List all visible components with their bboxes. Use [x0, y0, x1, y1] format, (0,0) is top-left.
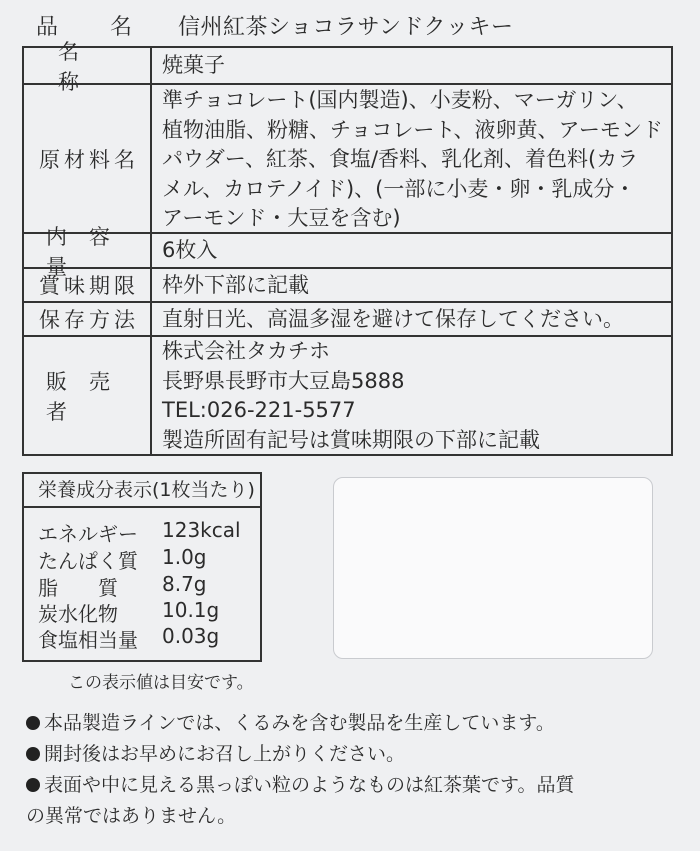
- label-genzairyo: 原材料名: [24, 85, 152, 232]
- bullet-icon: [26, 747, 40, 761]
- product-name-value: 信州紅茶ショコラサンドクッキー: [178, 15, 514, 40]
- notice-item-continued: の異常ではありません。: [26, 805, 237, 827]
- seller-address: 長野県長野市大豆島5888: [162, 368, 405, 393]
- value-naiyoryo: 6枚入: [162, 238, 218, 262]
- ingredient-line: アーモンド・大豆を含む): [162, 206, 401, 230]
- nutrition-note: この表示値は目安です。: [68, 673, 254, 693]
- nutrient-value: 123kcal: [162, 518, 241, 542]
- nutrient-value: 8.7g: [162, 572, 207, 596]
- product-name-label: 品名: [36, 15, 185, 40]
- nutrition-title: 栄養成分表示(1枚当たり): [24, 474, 260, 508]
- seller-note: 製造所固有記号は賞味期限の下部に記載: [162, 427, 540, 452]
- value-hozon: 直射日光、高温多湿を避けて保存してください。: [162, 307, 624, 331]
- product-info-table: [22, 39, 673, 456]
- notices-list: [26, 708, 686, 832]
- ingredient-line: パウダー、紅茶、食塩/香料、乳化剤、着色料(カラ: [162, 147, 639, 171]
- nutrient-name: 脂 質: [38, 576, 118, 600]
- nutrient-name: 炭水化物: [38, 602, 118, 626]
- row-genzairyo: [24, 85, 671, 234]
- label-hanbaisha: 販売者: [24, 337, 152, 454]
- expiry-print-area: [333, 477, 653, 659]
- bullet-icon: [26, 778, 40, 792]
- row-hanbaisha: [24, 337, 671, 454]
- nutrition-facts-box: [22, 472, 262, 662]
- seller-company: 株式会社タカチホ: [162, 339, 330, 363]
- value-shomikigen: 枠外下部に記載: [162, 273, 309, 297]
- notice-item: 本品製造ラインでは、くるみを含む製品を生産しています。: [26, 708, 686, 739]
- nutrient-value: 0.03g: [162, 624, 220, 648]
- nutrient-name: エネルギー: [38, 522, 138, 546]
- row-shomikigen: [24, 269, 671, 303]
- label-hozon: 保存方法: [24, 303, 152, 335]
- seller-phone: TEL:026-221-5577: [162, 398, 356, 422]
- nutrient-value: 10.1g: [162, 598, 220, 622]
- row-hozon: [24, 303, 671, 337]
- label-meisho: 名称: [24, 48, 152, 83]
- notice-item: 表面や中に見える黒っぽい粒のようなものは紅茶葉です。品質: [26, 770, 686, 801]
- value-genzairyo: [162, 86, 665, 234]
- label-shomikigen: 賞味期限: [24, 269, 152, 301]
- nutrient-name: たんぱく質: [38, 549, 138, 573]
- ingredient-line: 準チョコレート(国内製造)、小麦粉、マーガリン、: [162, 88, 638, 112]
- ingredient-line: 植物油脂、粉糖、チョコレート、液卵黄、アーモンド: [162, 117, 663, 142]
- row-naiyoryo: [24, 224, 671, 279]
- nutrient-name: 食塩相当量: [38, 628, 138, 652]
- bullet-icon: [26, 716, 40, 730]
- notice-item: 開封後はお早めにお召し上がりください。: [26, 739, 686, 770]
- value-meisho: 焼菓子: [162, 53, 225, 77]
- label-naiyoryo: 内容量: [24, 234, 152, 267]
- value-hanbaisha: [162, 337, 665, 455]
- row-meisho: [24, 39, 671, 94]
- nutrient-value: 1.0g: [162, 545, 207, 569]
- ingredient-line: メル、カロテノイド)、(一部に小麦・卵・乳成分・: [162, 176, 636, 201]
